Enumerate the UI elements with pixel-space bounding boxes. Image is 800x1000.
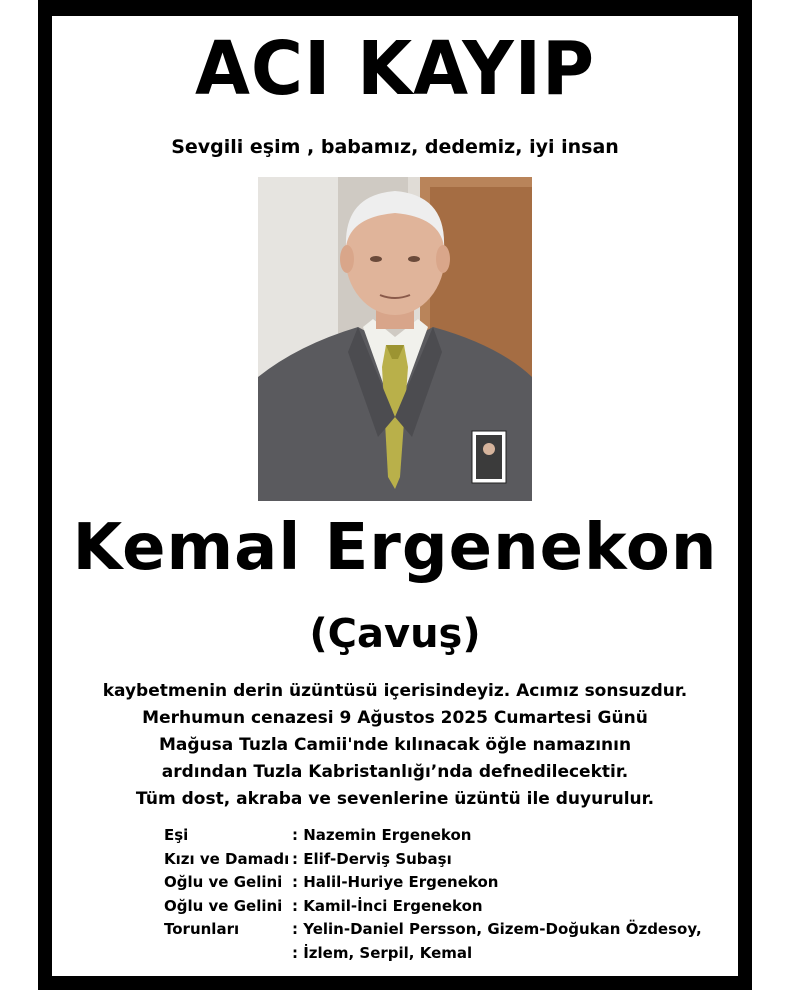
family-relation: Oğlu ve Gelini (164, 896, 283, 915)
family-relation: Torunları (164, 920, 240, 938)
announcement-line: Merhumun cenazesi 9 Ağustos 2025 Cumartesi Günü (142, 708, 648, 728)
announcement-line: kaybetmenin derin üzüntüsü içerisindeyiz. Acımız sonsuzdur. (102, 681, 688, 701)
headline: ACI KAYIP (194, 26, 596, 112)
family-members: : Yelin-Daniel Persson, Gizem-Doğukan Özdesoy, (292, 920, 702, 938)
announcement-line: ardından Tuzla Kabristanlığı’nda defnedilecektir. (161, 762, 629, 782)
portrait-illustration (258, 177, 532, 501)
family-row (164, 942, 702, 966)
family-members: : Halil-Huriye Ergenekon (292, 873, 499, 891)
announcement-text (52, 678, 738, 813)
family-row (164, 895, 702, 919)
family-members: : Nazemin Ergenekon (292, 826, 472, 844)
family-relation: Kızı ve Damadı (164, 849, 290, 868)
family-members: : İzlem, Serpil, Kemal (292, 943, 473, 962)
deceased-name: Kemal Ergenekon (72, 511, 718, 585)
family-relation (164, 942, 292, 966)
announcement-line: Tüm dost, akraba ve sevenlerine üzüntü ile duyurulur. (135, 789, 655, 809)
deceased-nickname: (Çavuş) (309, 611, 481, 657)
family-relation: Eşi (164, 826, 189, 844)
black-border-frame (38, 0, 752, 990)
family-row (164, 871, 702, 895)
family-members: : Kamil-İnci Ergenekon (292, 896, 483, 915)
notice-panel (52, 16, 738, 976)
announcement-line: Mağusa Tuzla Camii'nde kılınacak öğle namazının (158, 735, 632, 755)
family-relation: Oğlu ve Gelini (164, 873, 283, 891)
subtitle: Sevgili eşim , babamız, dedemiz, iyi insan (171, 136, 619, 158)
family-members: : Elif-Derviş Subaşı (292, 849, 452, 868)
portrait-photo (258, 177, 532, 501)
family-row (164, 918, 702, 942)
family-row (164, 848, 702, 872)
family-list (164, 824, 702, 965)
family-row (164, 824, 702, 848)
